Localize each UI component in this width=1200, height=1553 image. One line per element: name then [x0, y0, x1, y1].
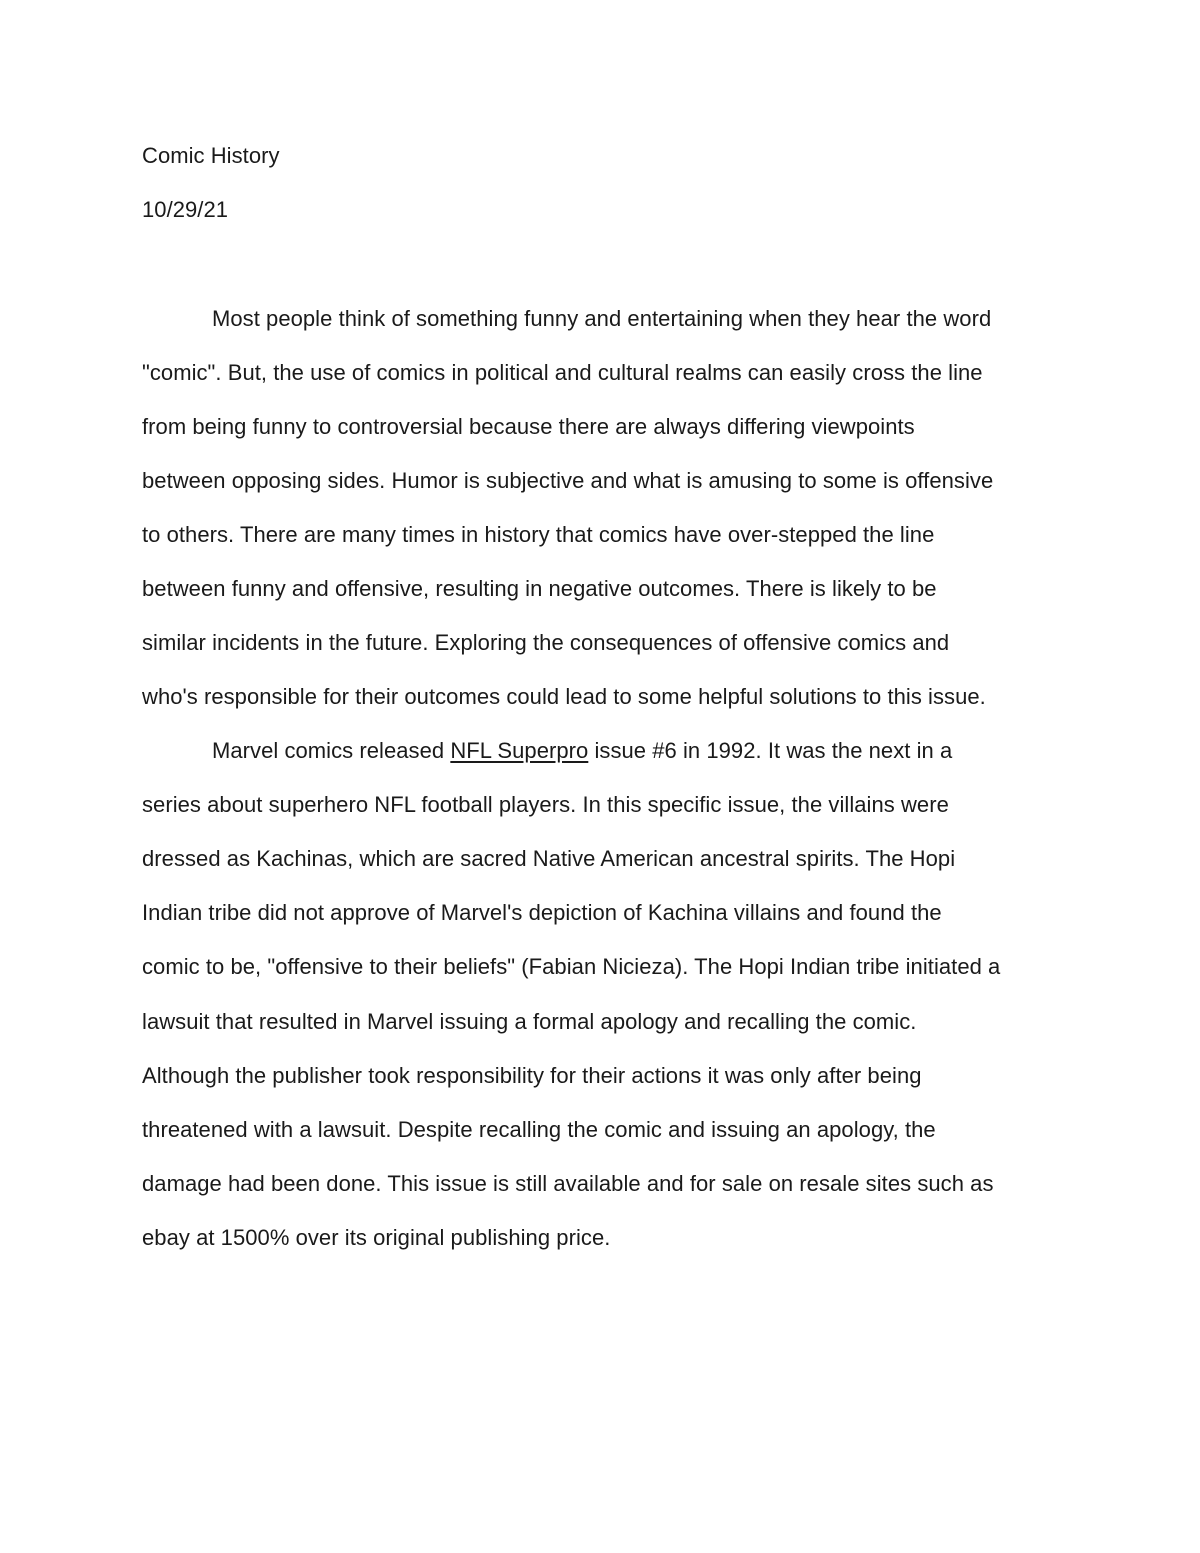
text-line — [212, 737, 952, 765]
text-line: Although the publisher took responsibility for their actions it was only after being — [142, 1063, 922, 1088]
comic-title: NFL Superpro — [450, 738, 589, 763]
text-line: dressed as Kachinas, which are sacred Native American ancestral spirits. The Hopi — [142, 846, 956, 871]
text-line: ebay at 1500% over its original publishing price. — [142, 1225, 611, 1250]
text-line: comic to be, "offensive to their beliefs" (Fabian Nicieza). The Hopi Indian tribe initiated a — [142, 954, 1001, 979]
text-line: series about superhero NFL football players. In this specific issue, the villains were — [142, 792, 949, 817]
document-date: 10/29/21 — [142, 197, 229, 222]
text-segment: Marvel comics released — [212, 738, 451, 763]
text-line: Most people think of something funny and entertaining when they hear the word — [212, 306, 992, 331]
text-line: between funny and offensive, resulting in negative outcomes. There is likely to be — [142, 576, 937, 601]
text-line: from being funny to controversial because there are always differing viewpoints — [142, 414, 915, 439]
text-segment: issue #6 in 1992. It was the next in a — [588, 738, 953, 763]
course-title: Comic History — [142, 143, 280, 168]
text-line: between opposing sides. Humor is subjective and what is amusing to some is offensive — [142, 468, 994, 493]
text-line: to others. There are many times in history that comics have over-stepped the line — [142, 522, 935, 547]
text-line: threatened with a lawsuit. Despite recalling the comic and issuing an apology, the — [142, 1117, 936, 1142]
text-line: similar incidents in the future. Exploring the consequences of offensive comics and — [142, 630, 950, 655]
text-line: Indian tribe did not approve of Marvel's depiction of Kachina villains and found the — [142, 900, 942, 925]
text-line: damage had been done. This issue is still available and for sale on resale sites such as — [142, 1171, 994, 1196]
text-line: "comic". But, the use of comics in political and cultural realms can easily cross the line — [142, 360, 983, 385]
text-line: lawsuit that resulted in Marvel issuing a formal apology and recalling the comic. — [142, 1009, 917, 1034]
text-line: who's responsible for their outcomes could lead to some helpful solutions to this issue. — [142, 684, 986, 709]
